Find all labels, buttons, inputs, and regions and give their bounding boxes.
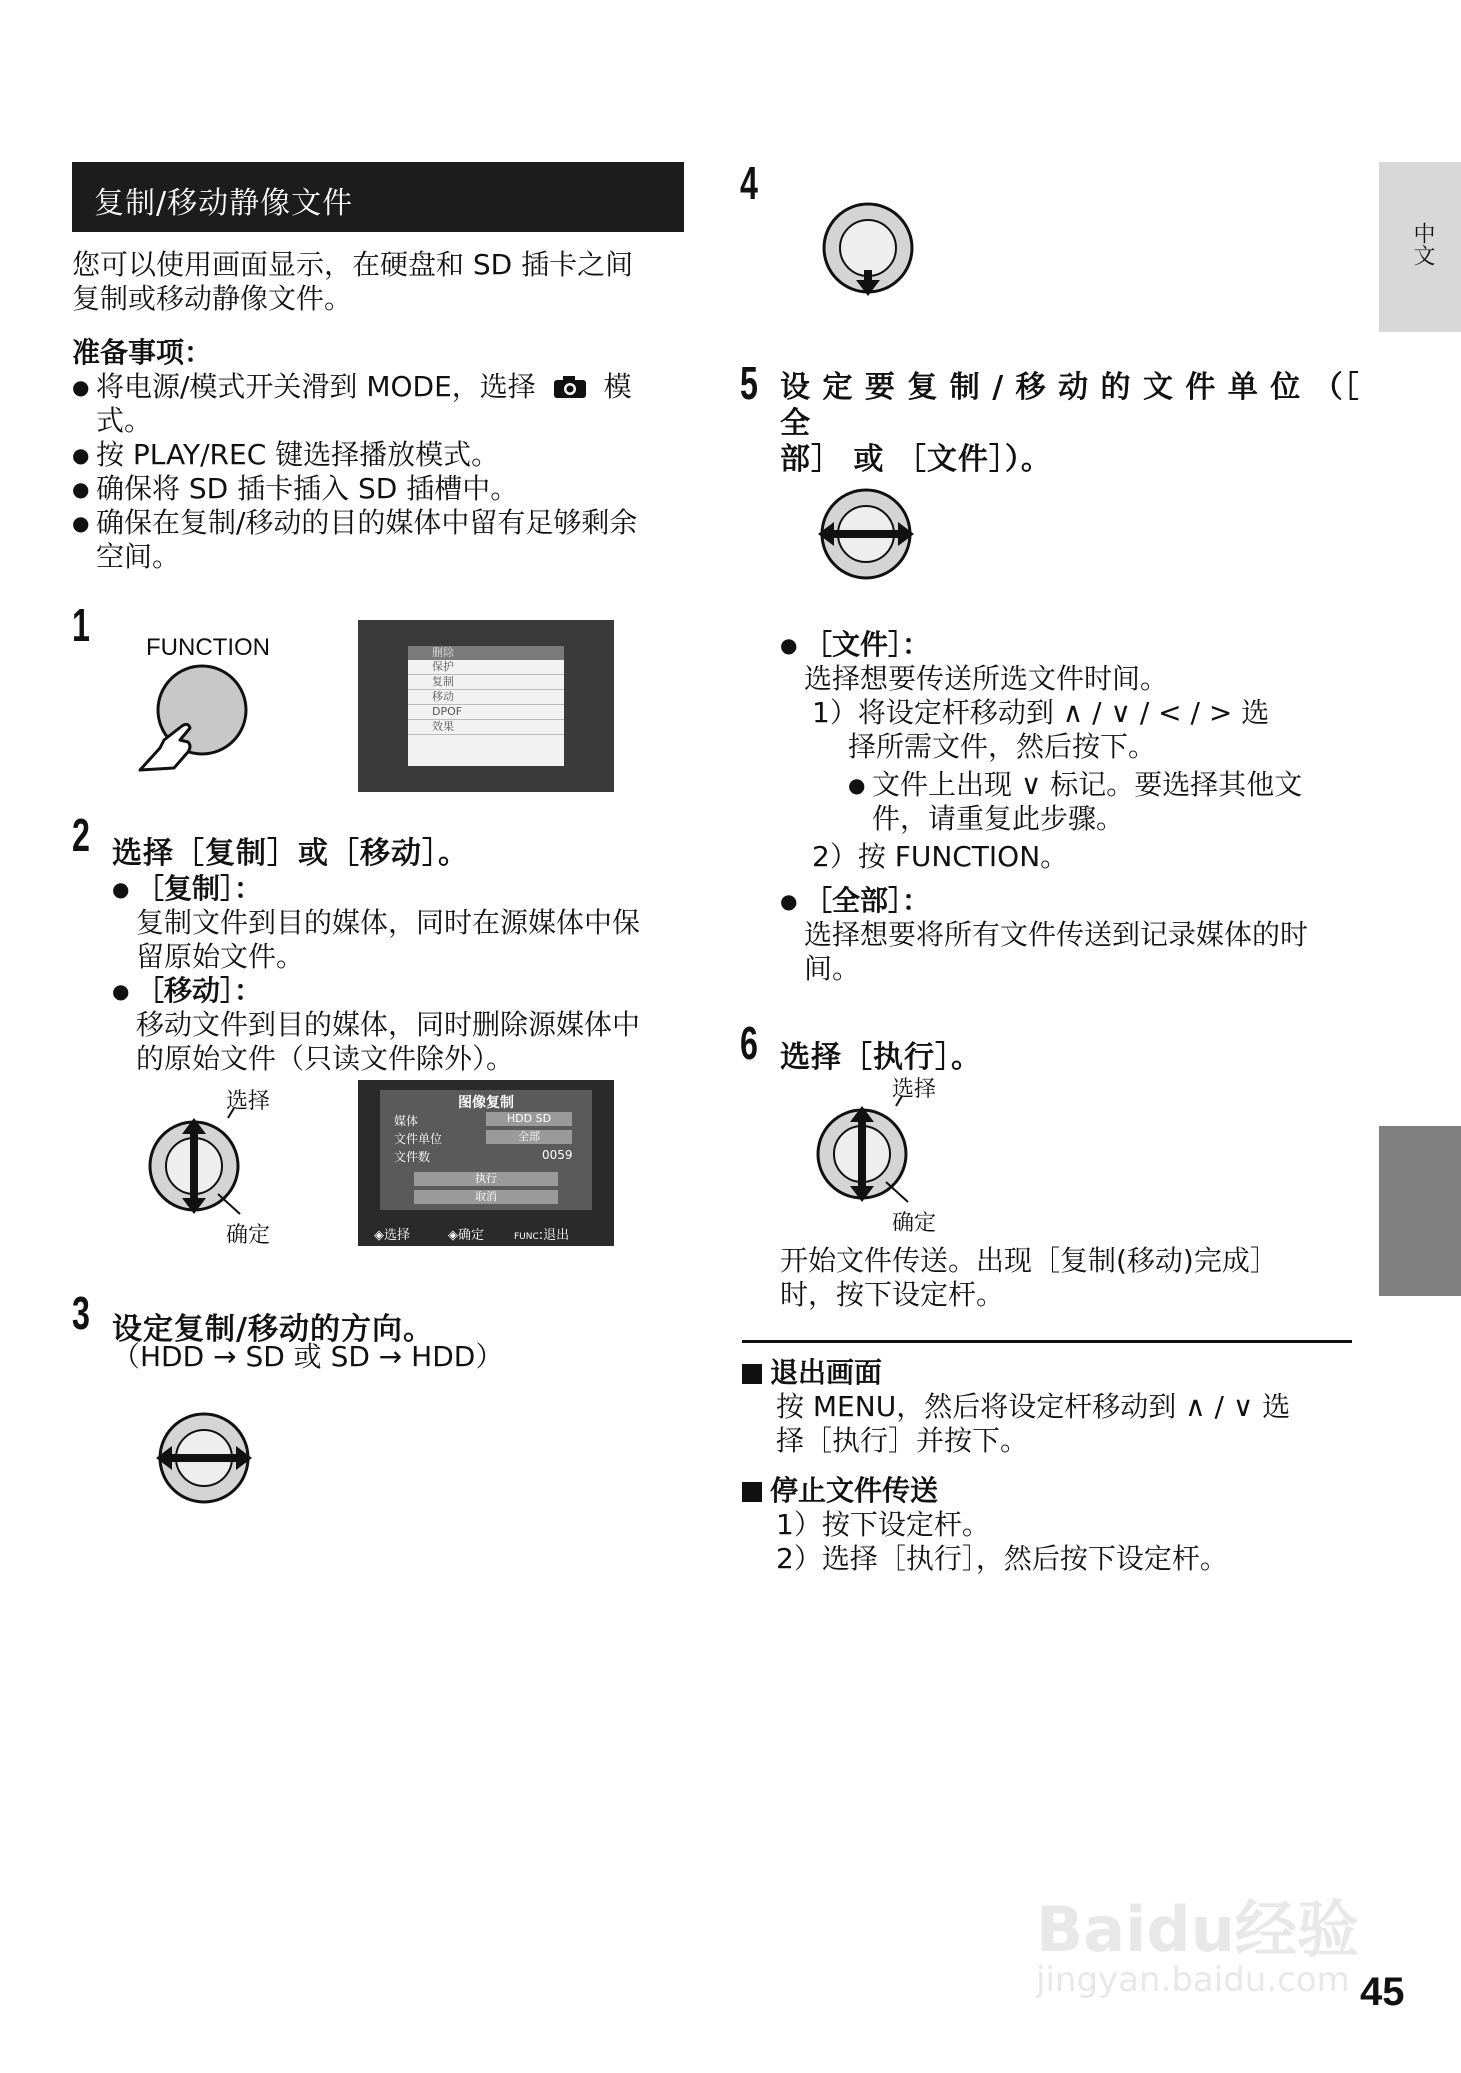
step-title: 选择［复制］或［移动］。 (112, 836, 469, 871)
select-label: 选择 (892, 1077, 937, 1102)
language-tab: 中文 (1379, 162, 1461, 332)
joystick-down-icon (820, 200, 916, 300)
step-number: 6 (740, 1017, 758, 1069)
menu-item[interactable]: 复制 (408, 675, 564, 690)
joystick-leftright-icon (150, 1408, 260, 1508)
execute-button[interactable]: 执行 (414, 1172, 558, 1186)
menu-item[interactable]: 删除 (408, 646, 564, 660)
step5-body: ● ［文件］： 选择想要传送所选文件时间。 1）将设定杆移动到 ∧ / ∨ / < / > 选 择所需文件，然后按下。 ● 文件上出现 ∨ 标记。要选择其他文 件，请重复此步骤。 2）按 FUNCTION。 ● ［全部］： 选择想要将所有文件传送到记录媒体的时 间。 (780, 628, 1360, 986)
prep-item: ● 按 PLAY/REC 键选择播放模式。 (72, 438, 692, 472)
joystick-updown-icon (144, 1108, 270, 1218)
step-subtitle: （HDD → SD 或 SD → HDD） (112, 1340, 504, 1373)
menu-list (408, 646, 564, 766)
watermark-logo: Baidu经验 (1036, 1893, 1359, 1966)
function-label: FUNCTION (146, 634, 270, 661)
step-number: 2 (72, 809, 90, 861)
prep-item: ● 确保在复制/移动的目的媒体中留有足够剩余 空间。 (72, 506, 692, 574)
select-label: 选择 (226, 1089, 271, 1114)
step-number: 3 (72, 1287, 90, 1339)
confirm-label: 确定 (892, 1211, 937, 1236)
footer-confirm: ◈确定 (448, 1228, 485, 1243)
step6-body: 开始文件传送。出现［复制(移动)完成］ 时，按下设定杆。 (780, 1244, 1278, 1311)
joystick-leftright-icon (812, 484, 922, 584)
step-number: 4 (740, 157, 758, 209)
confirm-label: 确定 (226, 1223, 271, 1248)
section-tab (1379, 1126, 1461, 1296)
menu-item[interactable]: 效果 (408, 720, 564, 735)
menu-item[interactable]: 保护 (408, 660, 564, 675)
prep-item: ● 将电源/模式开关滑到 MODE，选择 模 式。 (72, 370, 692, 438)
step-number: 1 (72, 599, 90, 651)
camera-icon (553, 373, 587, 397)
divider (742, 1340, 1352, 1343)
footer-select: ◈选择 (374, 1228, 411, 1243)
step-number: 5 (740, 357, 758, 409)
prep-heading: 准备事项： (72, 336, 213, 369)
menu-screen (358, 620, 614, 792)
watermark-url: jingyan.baidu.com (1036, 1960, 1350, 2000)
page-number: 45 (1360, 1970, 1405, 2014)
intro-text: 您可以使用画面显示，在硬盘和 SD 插卡之间 复制或移动静像文件。 (72, 248, 634, 315)
prep-section (72, 336, 692, 574)
step-title: 选择［执行］。 (780, 1040, 982, 1075)
square-bullet-icon (742, 1482, 762, 1502)
copy-dialog: 图像复制 媒体 HDD SD 文件单位 全部 文件数 0059 执行 取消 (380, 1090, 592, 1210)
step-title: 设 定 要 复 制 / 移 动 的 文 件 单 位 （［ 全 部］ 或 ［文件］）。 (780, 370, 1360, 477)
step2-body: ● ［复制］： 复制文件到目的媒体，同时在源媒体中保 留原始文件。 ● ［移动］： 移动文件到目的媒体，同时删除源媒体中 的原始文件（只读文件除外）。 (112, 872, 692, 1076)
prep-item: ● 确保将 SD 插卡插入 SD 插槽中。 (72, 472, 692, 506)
media-select[interactable]: HDD SD (486, 1112, 572, 1126)
section-title: 复制/移动静像文件 (94, 186, 354, 221)
square-bullet-icon (742, 1364, 762, 1384)
copy-screen (358, 1080, 614, 1246)
function-button-illustration (130, 660, 260, 780)
cancel-button[interactable]: 取消 (414, 1190, 558, 1204)
footer-exit: FUNC:退出 (514, 1228, 570, 1243)
joystick-updown-icon (812, 1096, 938, 1206)
step-title: 设定复制/移动的方向。 (112, 1312, 434, 1347)
exit-section: 退出画面 按 MENU，然后将设定杆移动到 ∧ / ∨ 选 择［执行］并按下。 (742, 1356, 1352, 1458)
unit-select[interactable]: 全部 (486, 1130, 572, 1144)
section-header (72, 162, 684, 232)
menu-item[interactable]: 移动 (408, 690, 564, 705)
stop-section: 停止文件传送 1）按下设定杆。 2）选择［执行］，然后按下设定杆。 (742, 1474, 1352, 1576)
menu-item[interactable]: DPOF (408, 705, 564, 720)
